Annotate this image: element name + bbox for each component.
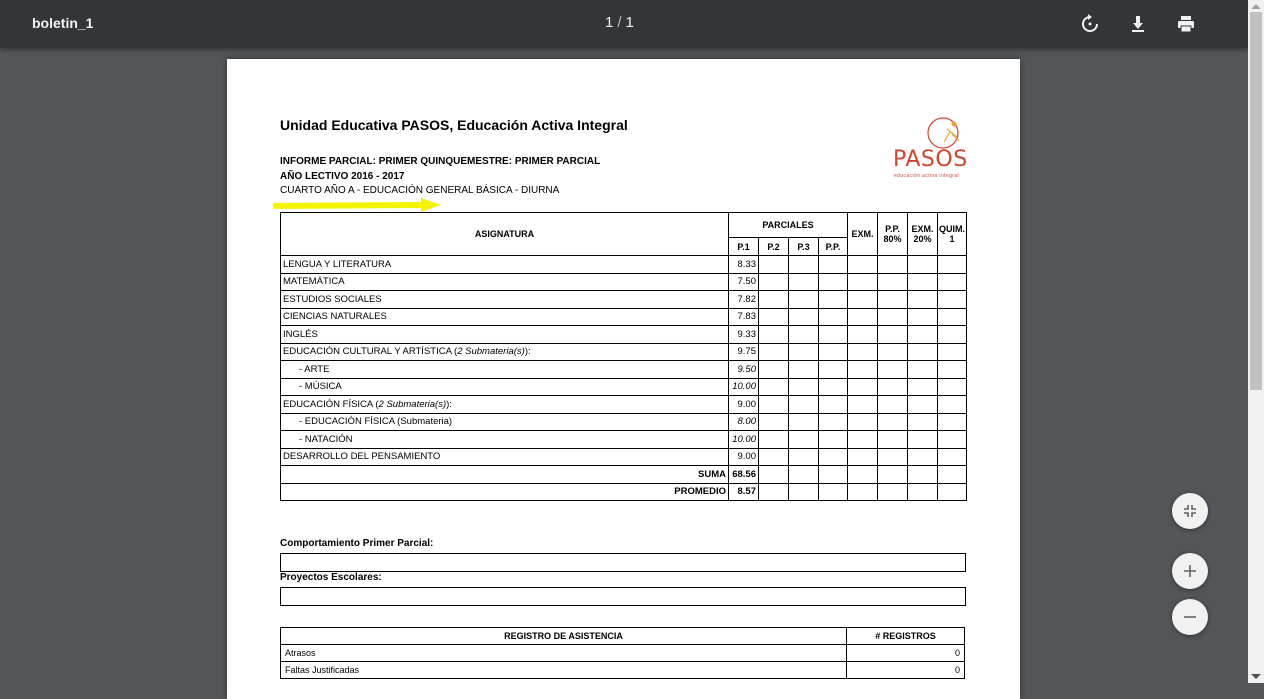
header-pp80-line2: 80% [883,234,902,244]
empty-cell [759,256,789,274]
header-pp: P.P. [819,238,848,256]
p1-grade: 8.33 [729,256,759,274]
subject-name-text: EDUCACIÓN CULTURAL Y ARTÍSTICA ( [283,346,458,358]
empty-cell [908,396,938,414]
header-quim [938,213,967,256]
empty-cell [759,343,789,361]
empty-cell [848,448,878,466]
subject-name [281,413,729,431]
empty-cell [878,343,908,361]
download-icon[interactable] [1126,12,1150,36]
empty-cell [938,378,967,396]
empty-cell [938,448,967,466]
empty-cell [848,291,878,309]
sum-value: 68.56 [729,466,759,484]
empty-cell [759,413,789,431]
header-exm20-line1: EXM. [911,224,934,234]
subject-name-text: - EDUCACIÓN FÍSICA (Submateria) [299,416,453,428]
empty-cell [908,361,938,379]
p1-grade: 9.00 [729,396,759,414]
empty-cell [938,326,967,344]
empty-cell [819,326,848,344]
empty-cell [848,378,878,396]
subject-name-text: - ARTE [299,363,330,375]
empty-cell [908,256,938,274]
logo-word: PASOS [893,147,968,172]
empty-cell [789,448,819,466]
empty-cell [759,361,789,379]
empty-cell [908,413,938,431]
page-separator: / [617,14,622,31]
page-indicator [605,14,634,31]
zoom-out-icon [1180,607,1200,627]
p1-grade: 9.75 [729,343,759,361]
empty-cell [789,361,819,379]
attendance-count: 0 [847,645,965,662]
fit-icon [1180,501,1200,521]
empty-cell [878,413,908,431]
pdf-page [227,59,1020,699]
empty-cell [908,378,938,396]
subject-name [281,291,729,309]
empty-cell [938,308,967,326]
empty-cell [848,361,878,379]
grade-row [281,343,967,361]
subject-name [281,343,729,361]
subject-name [281,273,729,291]
empty-cell [908,326,938,344]
empty-cell [759,273,789,291]
empty-cell [789,396,819,414]
attendance-name: Faltas Justificadas [281,662,847,679]
header-p2: P.2 [759,238,789,256]
empty-cell [759,378,789,396]
empty-cell [819,396,848,414]
empty-cell [819,343,848,361]
empty-cell [789,326,819,344]
subject-name-text: CIENCIAS NATURALES [283,311,387,323]
subject-name-text: INGLÉS [283,328,318,340]
attendance-header: REGISTRO DE ASISTENCIA [281,628,847,645]
attendance-count: 0 [847,662,965,679]
empty-cell [848,308,878,326]
empty-cell [878,308,908,326]
attendance-count-header: # REGISTROS [847,628,965,645]
empty-cell [908,273,938,291]
subject-name [281,308,729,326]
sum-label: SUMA [281,466,729,484]
grade-row [281,256,967,274]
empty-cell [759,291,789,309]
school-name: Unidad Educativa PASOS, Educación Activa Integral [280,117,628,133]
empty-cell [789,431,819,449]
behavior-label: Comportamiento Primer Parcial: [280,538,434,549]
header-exm20 [908,213,938,256]
grades-table [280,212,967,501]
average-value: 8.57 [729,483,759,501]
empty-cell [819,448,848,466]
logo-figure-icon [887,115,969,151]
empty-cell [938,256,967,274]
subject-name-tail: ): [524,346,531,358]
empty-cell [878,448,908,466]
empty-cell [848,431,878,449]
empty-cell [819,291,848,309]
empty-cell [819,361,848,379]
average-row [281,483,967,501]
fit-page-button[interactable] [1172,493,1208,529]
p1-grade: 10.00 [729,378,759,396]
empty-cell [789,413,819,431]
empty-cell [878,291,908,309]
attendance-table [280,627,965,679]
grade-row [281,326,967,344]
document-title: boletin_1 [32,15,94,31]
subject-name [281,431,729,449]
subject-name-text: - MÚSICA [299,381,342,393]
header-exm: EXM. [848,213,878,256]
empty-cell [938,291,967,309]
attendance-row [281,645,965,662]
p1-grade: 10.00 [729,431,759,449]
empty-cell [938,273,967,291]
empty-cell [789,308,819,326]
logo-subtitle: educación activa integral [894,173,960,179]
vertical-scrollbar[interactable] [1248,0,1264,683]
header-subject: ASIGNATURA [281,213,729,256]
submateria-count: 2 Submateria(s) [378,398,447,410]
attendance-name: Atrasos [281,645,847,662]
total-pages: 1 [625,14,634,31]
report-title: INFORME PARCIAL: PRIMER QUINQUEMESTRE: PRIMER PARCIAL [280,156,601,167]
empty-cell [848,273,878,291]
scroll-up-arrow[interactable] [1251,4,1261,9]
projects-label: Proyectos Escolares: [280,572,382,583]
grade-row [281,308,967,326]
empty-cell [789,256,819,274]
sum-row [281,466,967,484]
attendance-row [281,662,965,679]
subject-name [281,256,729,274]
p1-grade: 9.33 [729,326,759,344]
empty-cell [938,431,967,449]
scrollbar-thumb[interactable] [1250,12,1262,390]
empty-cell [819,273,848,291]
subject-name-text: MATEMÁTICA [283,276,345,288]
empty-cell [908,448,938,466]
subject-name [281,361,729,379]
p1-grade: 8.00 [729,413,759,431]
current-page[interactable]: 1 [605,14,614,31]
empty-cell [848,256,878,274]
p1-grade: 7.83 [729,308,759,326]
subject-name-text: EDUCACIÓN FÍSICA ( [283,398,379,410]
empty-cell [848,413,878,431]
p1-grade: 9.50 [729,361,759,379]
grade-row [281,273,967,291]
grade-row [281,378,967,396]
empty-cell [908,308,938,326]
pdf-toolbar [0,0,1248,48]
empty-cell [878,273,908,291]
empty-cell [819,378,848,396]
submateria-count: 2 Submateria(s) [457,346,525,358]
zoom-in-button[interactable] [1172,553,1208,589]
empty-cell [848,343,878,361]
pasos-logo [887,115,969,181]
empty-cell [789,291,819,309]
empty-cell [759,431,789,449]
empty-cell [819,256,848,274]
empty-cell [878,361,908,379]
header-p1: P.1 [729,238,759,256]
behavior-box [280,553,966,572]
empty-cell [938,361,967,379]
empty-cell [819,308,848,326]
empty-cell [938,413,967,431]
empty-cell [878,431,908,449]
projects-box [280,587,966,606]
p1-grade: 7.50 [729,273,759,291]
grade-row [281,431,967,449]
grade-row [281,413,967,431]
header-p3: P.3 [789,238,819,256]
empty-cell [759,396,789,414]
empty-cell [878,256,908,274]
grade-row [281,396,967,414]
empty-cell [908,291,938,309]
zoom-in-icon [1180,561,1200,581]
subject-name-text: LENGUA Y LITERATURA [283,258,392,270]
subject-name [281,396,729,414]
header-quim-line1: QUIM. [939,224,965,234]
header-pp80-line1: P.P. [885,224,900,234]
empty-cell [819,413,848,431]
subject-name-text: ESTUDIOS SOCIALES [283,293,382,305]
grade-row [281,448,967,466]
grade-rows [281,256,967,466]
empty-cell [938,343,967,361]
print-icon[interactable] [1174,12,1198,36]
grade-row [281,361,967,379]
empty-cell [938,396,967,414]
p1-grade: 7.82 [729,291,759,309]
header-pp80 [878,213,908,256]
empty-cell [878,378,908,396]
subject-name [281,378,729,396]
subject-name-text: DESARROLLO DEL PENSAMIENTO [283,451,441,463]
header-quim-line2: 1 [949,234,955,244]
header-partials: PARCIALES [729,213,848,238]
empty-cell [878,396,908,414]
scroll-down-arrow[interactable] [1251,674,1261,679]
empty-cell [908,431,938,449]
grade-row [281,291,967,309]
empty-cell [878,326,908,344]
empty-cell [759,308,789,326]
empty-cell [789,273,819,291]
empty-cell [759,326,789,344]
course-name: CUARTO AÑO A - EDUCACIÓN GENERAL BÁSICA - DIURNA [280,185,560,196]
empty-cell [789,343,819,361]
p1-grade: 9.00 [729,448,759,466]
empty-cell [789,378,819,396]
subject-name [281,326,729,344]
empty-cell [819,431,848,449]
empty-cell [908,343,938,361]
empty-cell [848,326,878,344]
zoom-out-button[interactable] [1172,599,1208,635]
empty-cell [759,448,789,466]
subject-name-tail: ): [446,398,452,410]
average-label: PROMEDIO [281,483,729,501]
subject-name [281,448,729,466]
school-year: AÑO LECTIVO 2016 - 2017 [280,171,405,182]
empty-cell [848,396,878,414]
subject-name-text: - NATACIÓN [299,433,353,445]
header-exm20-line2: 20% [913,234,932,244]
rotate-icon[interactable] [1078,12,1102,36]
